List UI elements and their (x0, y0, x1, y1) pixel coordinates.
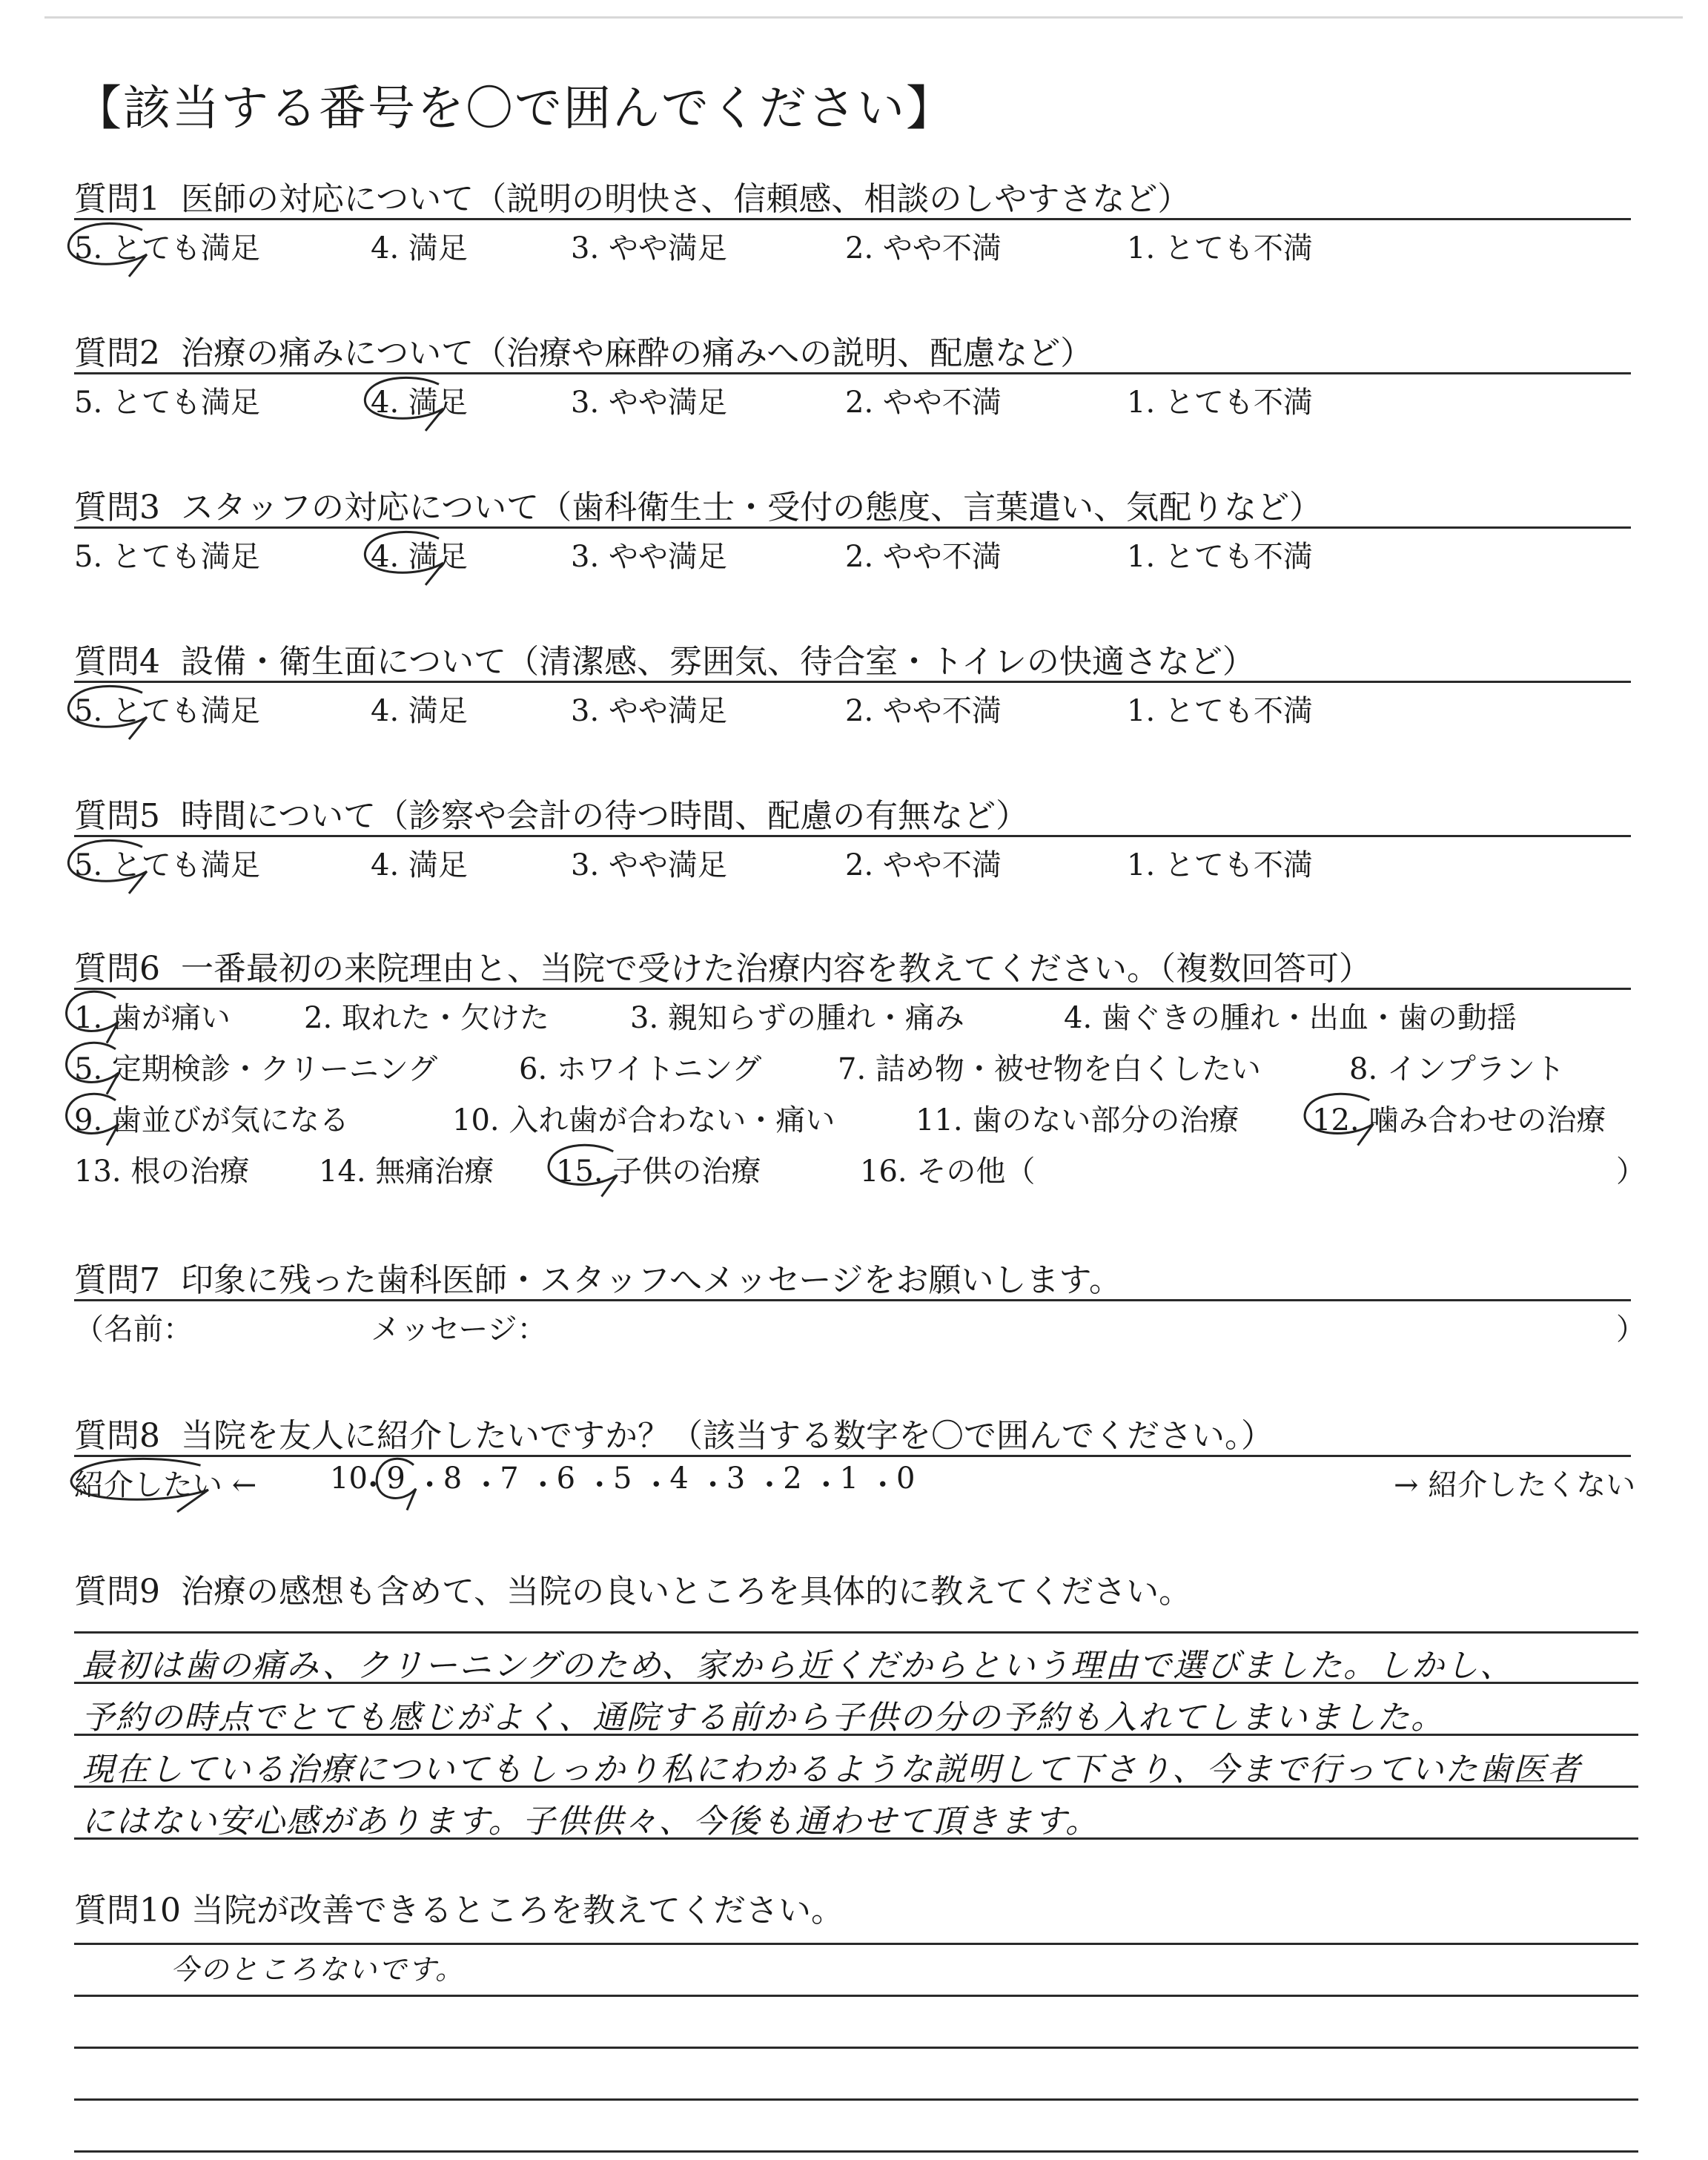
question-1-heading (74, 172, 1631, 218)
rating-option[interactable]: 2. やや不満 (845, 694, 1002, 728)
question-text: スタッフの対応について（歯科衛生士・受付の態度、言葉遣い、気配りなど） (180, 489, 1323, 526)
rating-option[interactable]: 1. とても不満 (1127, 386, 1313, 420)
rating-option[interactable]: 3. やや満足 (571, 694, 727, 728)
rating-options (74, 683, 1631, 727)
scan-edge (44, 16, 1683, 19)
q6-option[interactable]: 11. 歯のない部分の治療 (916, 1103, 1239, 1137)
rating-option[interactable]: 2. やや不満 (845, 540, 1002, 574)
scale-right-label[interactable]: → 紹介したくない (1394, 1468, 1636, 1502)
question-7 (74, 1253, 1646, 1347)
q6-option[interactable]: 13. 根の治療 (74, 1155, 250, 1189)
q6-option[interactable]: 6. ホワイトニング (519, 1052, 762, 1086)
scale-separator: ・ (528, 1468, 558, 1502)
rating-options (74, 529, 1631, 573)
scale-separator: ・ (414, 1468, 445, 1502)
scale-number[interactable]: 10 (330, 1462, 368, 1496)
answer-rule (74, 2150, 1638, 2153)
q6-option[interactable]: 9. 歯並びが気になる (74, 1103, 349, 1137)
q6-option[interactable]: 2. 取れた・欠けた (304, 1001, 549, 1035)
scale-number[interactable]: 6 (556, 1462, 576, 1496)
handwritten-answer-line: 今のところないです。 (171, 1953, 465, 1986)
rating-option[interactable]: 1. とても不満 (1127, 848, 1313, 882)
question-label: 質問1 (74, 180, 160, 218)
answer-rule (74, 2098, 1638, 2101)
q6-options (74, 990, 1646, 1195)
question-text: 医師の対応について（説明の明快さ、信頼感、相談のしやすさなど） (180, 180, 1191, 218)
scale-separator: ・ (867, 1468, 898, 1502)
rating-option[interactable]: 3. やや満足 (571, 540, 727, 574)
rating-option[interactable]: 3. やや満足 (571, 386, 727, 420)
rating-option[interactable]: 1. とても不満 (1127, 540, 1313, 574)
q6-option[interactable]: 12. 噛み合わせの治療 (1312, 1103, 1606, 1137)
question-4 (74, 635, 1631, 727)
q6-option[interactable]: 8. インプラント (1349, 1052, 1565, 1086)
scale-number[interactable]: 8 (443, 1462, 463, 1496)
rating-option[interactable]: 1. とても不満 (1127, 694, 1313, 728)
handwritten-answer-line: にはない安心感があります。子供供々、今後も通わせて頂きます。 (82, 1803, 1099, 1840)
question-2 (74, 326, 1631, 419)
scale-number[interactable]: 3 (726, 1462, 746, 1496)
rating-option[interactable]: 4. 満足 (371, 694, 468, 728)
rating-option[interactable]: 5. とても満足 (74, 386, 260, 420)
question-text: 治療の痛みについて（治療や麻酔の痛みへの説明、配慮など） (180, 334, 1093, 372)
scale-number[interactable]: 5 (613, 1462, 632, 1496)
q6-option[interactable]: 14. 無痛治療 (319, 1155, 494, 1189)
rating-option[interactable]: 2. やや不満 (845, 231, 1002, 265)
rating-option[interactable]: 4. 満足 (371, 540, 468, 574)
rating-option[interactable]: 4. 満足 (371, 386, 468, 420)
q6-option[interactable]: 5. 定期検診・クリーニング (74, 1052, 438, 1086)
scale-number[interactable]: 7 (500, 1462, 519, 1496)
handwritten-answer-line: 最初は歯の痛み、クリーニングのため、家から近くだからという理由で選びました。しかし、 (82, 1647, 1514, 1685)
question-5-heading (74, 789, 1631, 835)
rating-option[interactable]: 5. とても満足 (74, 694, 260, 728)
answer-rule (74, 1995, 1638, 1997)
rating-option[interactable]: 1. とても不満 (1127, 231, 1313, 265)
scale-separator: ・ (811, 1468, 841, 1502)
question-2-heading (74, 326, 1631, 372)
rating-option[interactable]: 3. やや満足 (571, 848, 727, 882)
scale-separator: ・ (471, 1468, 501, 1502)
scale-number[interactable]: 1 (839, 1462, 859, 1496)
rating-option[interactable]: 2. やや不満 (845, 386, 1002, 420)
scale-left-label[interactable]: 紹介したい ← (74, 1468, 257, 1502)
question-9 (74, 1565, 1631, 1611)
scale-number[interactable]: 4 (669, 1462, 689, 1496)
answer-rule (74, 2047, 1638, 2049)
question-text: 当院が改善できるところを教えてください。 (191, 1892, 844, 1929)
scale-separator: ・ (358, 1468, 388, 1502)
q6-option-row (74, 1041, 1631, 1092)
scale-separator: ・ (755, 1468, 784, 1502)
q6-option[interactable]: 10. 入れ歯が合わない・痛い (452, 1103, 835, 1137)
rating-option[interactable]: 3. やや満足 (571, 231, 727, 265)
question-10-heading (74, 1883, 1631, 1929)
rating-options (74, 220, 1631, 265)
handwritten-answer-line: 現在している治療についてもしっかり私にわかるような説明して下さり、今まで行っていた歯医者 (82, 1751, 1582, 1789)
question-text: 治療の感想も含めて、当院の良いところを具体的に教えてください。 (180, 1573, 1192, 1611)
scale-separator: ・ (698, 1468, 728, 1502)
question-3-heading (74, 480, 1631, 526)
handwritten-answer-line: 予約の時点でとても感じがよく、通院する前から子供の分の予約も入れてしまいました。 (82, 1699, 1446, 1737)
question-text: 印象に残った歯科医師・スタッフへメッセージをお願いします。 (180, 1261, 1122, 1299)
scale-number[interactable]: 2 (783, 1462, 802, 1496)
q6-option-row (74, 990, 1631, 1041)
recommend-scale (74, 1457, 1636, 1502)
rating-option[interactable]: 5. とても満足 (74, 540, 260, 574)
question-label: 質問8 (74, 1417, 160, 1455)
rating-options (74, 374, 1631, 419)
question-label: 質問5 (74, 797, 160, 835)
question-1 (74, 172, 1631, 265)
question-text: 設備・衛生面について（清潔感、雰囲気、待合室・トイレの快適さなど） (180, 643, 1255, 681)
rating-options (74, 837, 1631, 882)
question-label: 質問3 (74, 489, 160, 526)
message-field-label[interactable]: メッセージ： (371, 1312, 547, 1347)
scale-separator: ・ (584, 1468, 615, 1502)
q6-option[interactable]: 4. 歯ぐきの腫れ・出血・歯の動揺 (1064, 1001, 1517, 1035)
q6-option-row (74, 1143, 1646, 1195)
question-text: 一番最初の来院理由と、当院で受けた治療内容を教えてください。（複数回答可） (180, 950, 1371, 988)
question-6-heading (74, 942, 1631, 988)
q6-option[interactable]: 3. 親知らずの腫れ・痛み (630, 1001, 964, 1035)
question-9-heading (74, 1565, 1631, 1611)
question-text: 時間について（診察や会計の待つ時間、配慮の有無など） (180, 797, 1029, 835)
question-label: 質問6 (74, 950, 160, 988)
question-label: 質問2 (74, 334, 160, 372)
question-3 (74, 480, 1631, 573)
answer-rule (74, 1631, 1638, 1634)
question-text: 当院を友人に紹介したいですか？（該当する数字を〇で囲んでください。） (180, 1417, 1274, 1455)
question-7-heading (74, 1253, 1631, 1299)
question-label: 質問10 (74, 1892, 181, 1929)
close-paren: ） (1616, 1312, 1646, 1347)
question-6 (74, 942, 1646, 1195)
question-8-heading (74, 1409, 1631, 1455)
name-field-label[interactable]: （名前： (74, 1312, 193, 1347)
rating-option[interactable]: 5. とても満足 (74, 848, 260, 882)
scale-number[interactable]: 0 (896, 1462, 916, 1496)
question-label: 質問4 (74, 643, 160, 681)
question-10 (74, 1883, 1631, 1929)
answer-rule (74, 1943, 1638, 1945)
q6-option[interactable]: 15. 子供の治療 (556, 1155, 761, 1189)
question-4-heading (74, 635, 1631, 681)
question-label: 質問9 (74, 1573, 160, 1611)
close-paren: ） (1616, 1155, 1646, 1189)
q6-option[interactable]: 1. 歯が痛い (74, 1001, 231, 1035)
page-title: 【該当する番号を〇で囲んでください】 (74, 82, 955, 136)
question-5 (74, 789, 1631, 882)
rating-option[interactable]: 2. やや不満 (845, 848, 1002, 882)
q6-option[interactable]: 16. その他（ (860, 1155, 1036, 1189)
q6-option[interactable]: 7. 詰め物・被せ物を白くしたい (838, 1052, 1261, 1086)
rating-option[interactable]: 4. 満足 (371, 231, 468, 265)
question-label: 質問7 (74, 1261, 160, 1299)
q7-fields (74, 1301, 1646, 1347)
rating-option[interactable]: 5. とても満足 (74, 231, 260, 265)
q6-option-row (74, 1092, 1631, 1143)
rating-option[interactable]: 4. 満足 (371, 848, 468, 882)
question-8 (74, 1409, 1636, 1502)
scale-number[interactable]: 9 (386, 1462, 406, 1496)
scale-separator: ・ (641, 1468, 672, 1502)
